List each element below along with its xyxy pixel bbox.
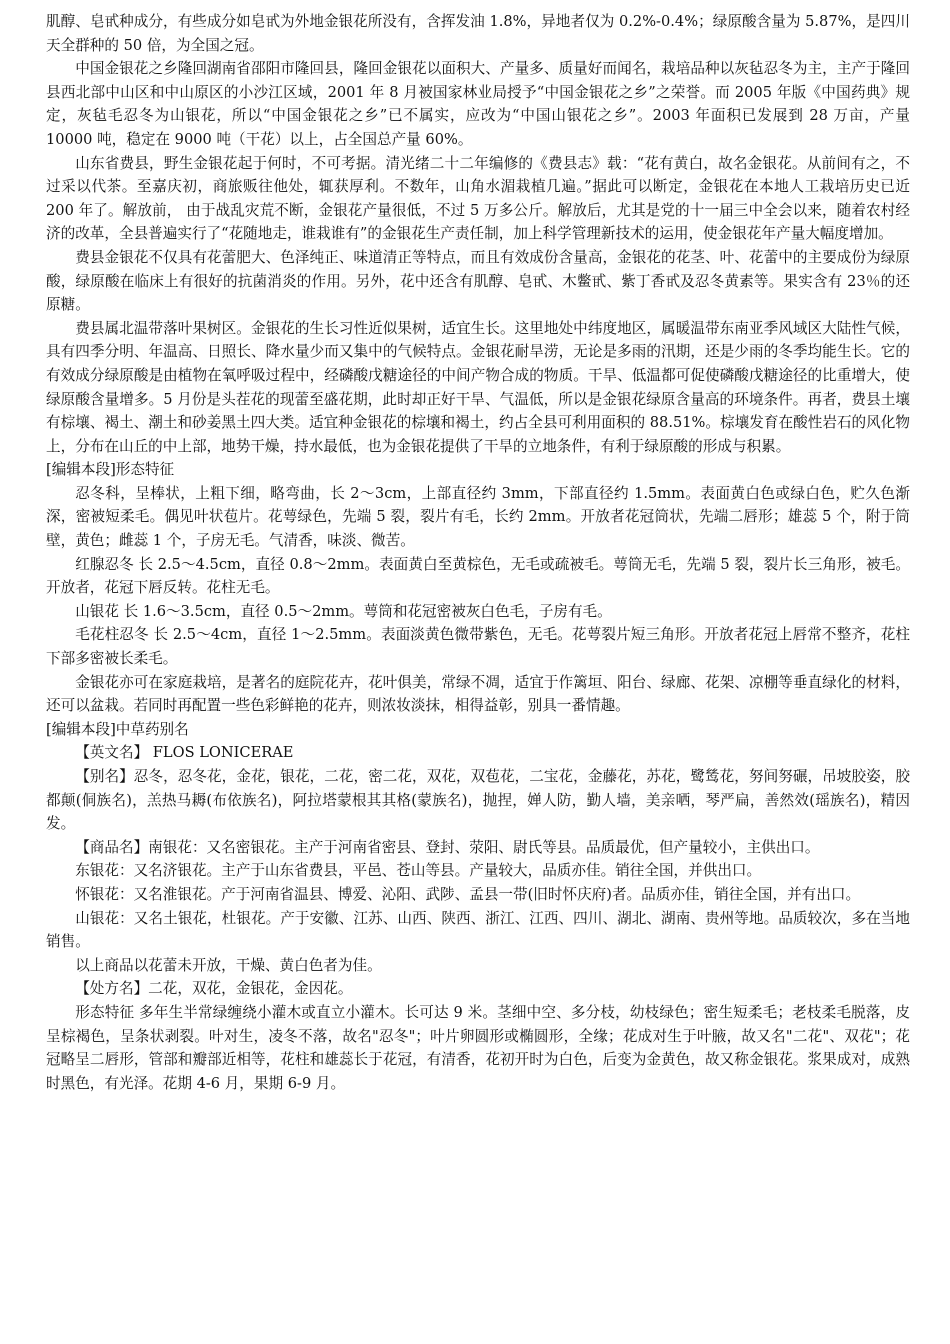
- paragraph-morphology-maohuazhu: 毛花柱忍冬 长 2.5～4cm，直径 1～2.5mm。表面淡黄色微带紫色，无毛。花萼裂片短三角形。开放者花冠上唇常不整齐，花柱下部多密被长柔毛。: [46, 626, 910, 668]
- paragraph-morphology-hongxian: 红腺忍冬 长 2.5～4.5cm，直径 0.8～2mm。表面黄白至黄棕色，无毛或疏被毛。萼筒无毛，先端 5 裂，裂片长三角形，被毛。开放者，花冠下唇反转。花柱无毛。: [46, 555, 910, 597]
- paragraph-prescription-name: 【处方名】二花，双花，金银花，金因花。: [75, 980, 353, 998]
- paragraph-morphology-caprifoliaceae: 忍冬科，呈棒状，上粗下细，略弯曲，长 2～3cm，上部直径约 3mm，下部直径约 1.5mm。表面黄白色或绿白色，贮久色渐深，密被短柔毛。偶见叶状苞片。花萼绿色，先端 5 裂，裂片有毛，长约 2mm。开放者花冠筒状，先端二唇形；雄蕊 5 个，附于筒壁，黄色；雌蕊 1 个，子房无毛。气清香，味淡、微苦。: [46, 484, 910, 550]
- section-heading-aliases: [编辑本段]中草药别名: [46, 720, 189, 738]
- paragraph-continuation-components: 肌醇、皂甙种成分，有些成分如皂甙为外地金银花所没有，含挥发油 1.8%，异地者仅为 0.2%-0.4%；绿原酸含量为 5.87%，是四川天全群种的 50 倍，为全国之冠。: [46, 13, 910, 54]
- paragraph-trade-name-shanyinhua: 山银花：又名土银花，杜银花。产于安徽、江苏、山西、陕西、浙江、江西、四川、湖北、湖南、贵州等地。品质较次，多在当地销售。: [46, 909, 910, 951]
- paragraph-feixian-climate: 费县属北温带落叶果树区。金银花的生长习性近似果树，适宜生长。这里地处中纬度地区，属暖温带东南亚季风域区大陆性气候，具有四季分明、年温高、日照长、降水量少而又集中的气候特点。金银花耐旱涝，无论是多雨的汛期，还是少雨的冬季均能生长。它的有效成分绿原酸是由植物在氧呼吸过程中，经磷酸戊糖途径的中间产物合成的物质。干旱、低温都可促使磷酸戊糖途径的比重增大，使绿原酸含量增多。5 月份是头茬花的现蕾至盛花期，此时却正好干旱、气温低，所以是金银花绿原含量高的环境条件。再者，费县土壤有棕壤、褐土、潮土和砂姜黑土四大类。适宜种金银花的棕壤和褐土，约占全县可利用面积的 88.51%。棕壤发育在酸性岩石的风化物上，分布在山丘的中上部，地势干燥，持水最低，也为金银花提供了干旱的立地条件，有利于绿原酸的形成与积累。: [46, 319, 910, 455]
- section-heading-morphology: [编辑本段]形态特征: [46, 461, 175, 479]
- paragraph-english-name: 【英文名】 FLOS LONICERAE: [75, 744, 294, 762]
- paragraph-trade-name-nanyinhua: 【商品名】南银花：又名密银花。主产于河南省密县、登封、荥阳、尉氏等县。品质最优，但产量较小，主供出口。: [75, 838, 820, 856]
- paragraph-feixian-quality: 费县金银花不仅具有花蕾肥大、色泽纯正、味道清正等特点，而且有效成份含量高，金银花的花茎、叶、花蕾中的主要成份为绿原酸，绿原酸在临床上有很好的抗菌消炎的作用。另外，花中还含有肌醇、皂甙、木鳖甙、紫丁香甙及忍冬黄素等。果实含有 23％的还原糖。: [46, 248, 910, 314]
- paragraph-garden-cultivation: 金银花亦可在家庭栽培，是著名的庭院花卉，花叶俱美，常绿不凋，适宜于作篱垣、阳台、绿廊、花架、凉棚等垂直绿化的材料，还可以盆栽。若同时再配置一些色彩鲜艳的花卉，则浓妆淡抹，相得益彰，别具一番情趣。: [46, 673, 910, 715]
- paragraph-quality-note: 以上商品以花蕾未开放，干燥、黄白色者为佳。: [75, 956, 382, 974]
- paragraph-aliases: 【别名】忍冬，忍冬花，金花，银花，二花，密二花，双花，双苞花，二宝花，金藤花，苏花，鹭鸶花，努间努碾，吊坡胶姿，胶都颠(侗族名)，羔热马耨(布依族名)，阿拉塔蒙根其其格(蒙族名)，抛捏，婵人防，勤人墙，美亲哂，琴严扁，善然效(瑶族名)，精因发。: [46, 768, 910, 833]
- paragraph-longhui-hometown: 中国金银花之乡隆回湖南省邵阳市隆回县，隆回金银花以面积大、产量多、质量好而闻名，栽培品种以灰毡忍冬为主，主产于隆回县西北部中山区和中山原区的小沙江区域，2001 年 8 月被国家林业局授予“中国金银花之乡”之荣誉。而 2005 年版《中国药典》规定，灰毡毛忍冬为山银花，所以“中国金银花之乡”已不属实，应改为“中国山银花之乡”。2003 年面积已发展到 28 万亩，产量 10000 吨，稳定在 9000 吨（干花）以上，占全国总产量 60%。: [46, 60, 910, 148]
- paragraph-trade-name-dongyinhua: 东银花：又名济银花。主产于山东省费县，平邑、苍山等县。产量较大，品质亦佳。销往全国，并供出口。: [75, 862, 762, 880]
- paragraph-feixian-history: 山东省费县，野生金银花起于何时，不可考据。清光绪二十二年编修的《费县志》载：“花有黄白，故名金银花。从前间有之，不过采以代茶。至嘉庆初，商旅贩往他处，辄获厚利。不数年，山角水湄栽植几遍。”据此可以断定，金银花在本地人工栽培历史已近 200 年了。解放前， 由于战乱灾荒不断，金银花产量很低，不过 5 万多公斤。解放后，尤其是党的十一届三中全会以来，随着农村经济的改革，全县普遍实行了“花随地走，谁栽谁有”的金银花生产责任制，加上科学管理新技术的运用，使金银花年产量大幅度增加。: [46, 154, 910, 243]
- paragraph-trade-name-huaiyinhua: 怀银花：又名淮银花。产于河南省温县、博爱、沁阳、武陟、孟县一带(旧时怀庆府)者。品质亦佳，销往全国，并有出口。: [75, 885, 861, 903]
- paragraph-morphology-shanyinhua: 山银花 长 1.6～3.5cm，直径 0.5～2mm。萼筒和花冠密被灰白色毛，子房有毛。: [75, 602, 612, 620]
- paragraph-plant-morphology: 形态特征 多年生半常绿缠绕小灌木或直立小灌木。长可达 9 米。茎细中空、多分枝，幼枝绿色；密生短柔毛；老枝柔毛脱落，皮呈棕褐色，呈条状剥裂。叶对生，凌冬不落，故名"忍冬"；叶片卵圆形或椭圆形，全缘；花成对生于叶腋，故又名"二花"、双花"；花冠略呈二唇形，管部和瓣部近相等，花柱和雄蕊长于花冠，有清香，花初开时为白色，后变为金黄色，故又称金银花。浆果成对，成熟时黑色，有光泽。花期 4-6 月，果期 6-9 月。: [46, 1003, 910, 1092]
